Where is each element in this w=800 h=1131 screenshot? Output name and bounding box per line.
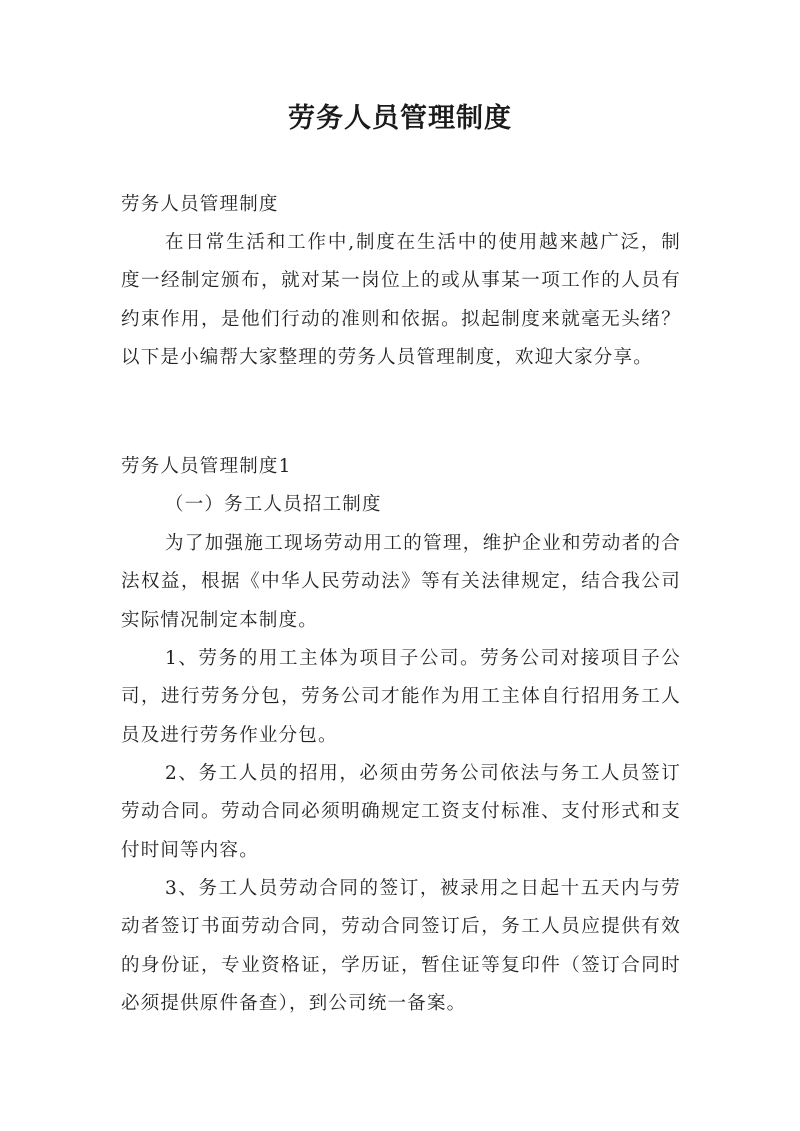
body-paragraph-4: 3、务工人员劳动合同的签订，被录用之日起十五天内与劳动者签订书面劳动合同，劳动合同签订后，务工人员应提供有效的身份证，专业资格证，学历证，暂住证等复印件（签订合同时必须提供原件备查），到公司统一备案。 — [121, 878, 681, 1015]
intro-heading: 劳务人员管理制度 — [121, 194, 279, 215]
body-paragraph-2: 1、劳务的用工主体为项目子公司。劳务公司对接项目子公司，进行劳务分包，劳务公司才能作为用工主体自行招用务工人员及进行劳务作业分包。 — [121, 648, 681, 746]
document-title: 劳务人员管理制度 — [288, 103, 512, 134]
intro-paragraph: 在日常生活和工作中,制度在生活中的使用越来越广泛，制度一经制定颁布，就对某一岗位上的或从事某一项工作的人员有约束作用，是他们行动的准则和依据。拟起制度来就毫无头绪？以下是小编帮大家整理的劳务人员管理制度，欢迎大家分享。 — [121, 232, 681, 369]
subsection-heading: （一）务工人员招工制度 — [165, 494, 382, 515]
section-heading: 劳务人员管理制度1 — [121, 456, 292, 477]
body-paragraph-3: 2、务工人员的招用，必须由劳务公司依法与务工人员签订劳动合同。劳动合同必须明确规定工资支付标准、支付形式和支付时间等内容。 — [121, 763, 681, 861]
body-paragraph-1: 为了加强施工现场劳动用工的管理，维护企业和劳动者的合法权益，根据《中华人民劳动法》等有关法律规定，结合我公司实际情况制定本制度。 — [121, 533, 681, 631]
